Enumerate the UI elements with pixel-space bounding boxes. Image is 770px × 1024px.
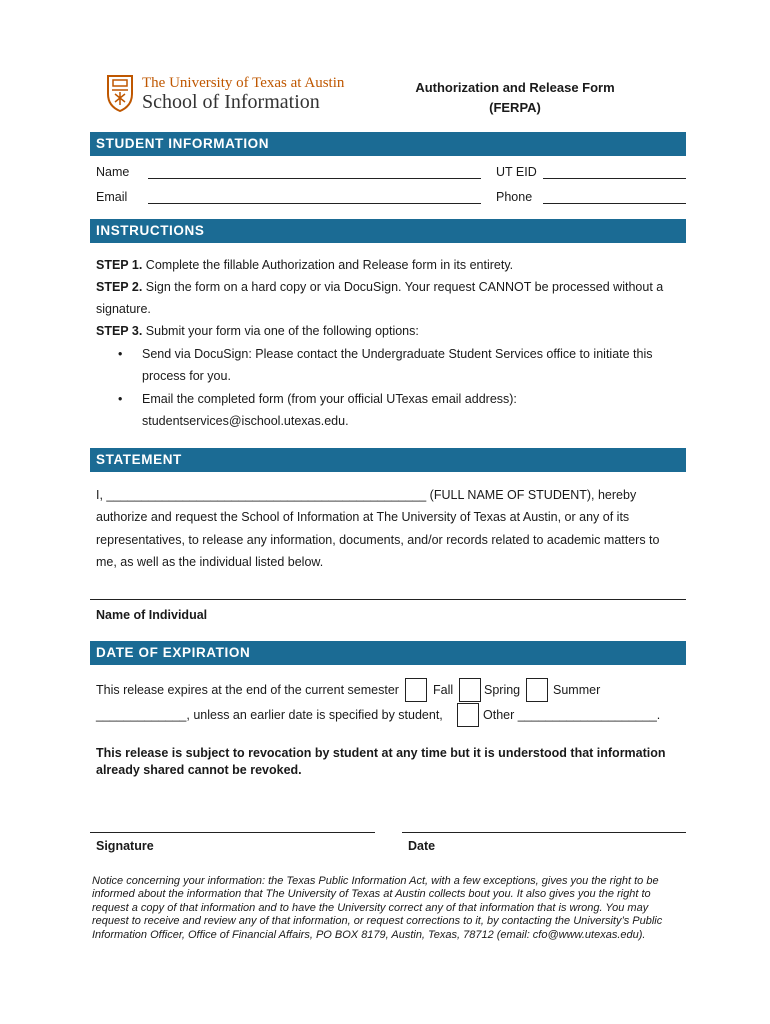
email-field[interactable] xyxy=(148,203,481,204)
spring-label: Spring xyxy=(484,683,521,697)
ut-eid-label: UT EID xyxy=(496,165,537,179)
step-3-text: Submit your form via one of the following options: xyxy=(142,324,419,338)
notice-line5: Information Officer, Office of Financial Affairs, PO BOX 8179, Austin, Texas, 78712 (email: cfo@www.utexas.edu). xyxy=(92,928,646,941)
form-title-line1: Authorization and Release Form xyxy=(415,80,615,95)
step-1-text: Complete the fillable Authorization and Release form in its entirety. xyxy=(142,258,514,272)
step-2-continuation: signature. xyxy=(96,302,151,316)
notice-line4: request to receive and review any of that information, or request corrections to it, by contacting the University’s Public xyxy=(92,915,663,928)
option-1-line2: process for you. xyxy=(142,369,231,383)
date-of-expiration-heading: DATE OF EXPIRATION xyxy=(90,641,686,665)
notice-line1: Notice concerning your information: the Texas Public Information Act, with a few exceptions, gives you the right to be xyxy=(92,875,659,887)
option-2-line1: Email the completed form (from your official UTexas email address): xyxy=(142,392,517,406)
phone-field[interactable] xyxy=(543,203,686,204)
expiration-line2: _____________, unless an earlier date is specified by student, xyxy=(96,708,443,722)
logo-school-name: School of Information xyxy=(142,91,320,113)
date-field[interactable] xyxy=(402,832,686,833)
logo-university-name: The University of Texas at Austin xyxy=(142,75,345,91)
summer-checkbox[interactable] xyxy=(526,678,548,702)
option-2-email: studentservices@ischool.utexas.edu. xyxy=(142,414,349,428)
name-of-individual-label: Name of Individual xyxy=(96,608,208,622)
instructions-heading: INSTRUCTIONS xyxy=(90,219,686,243)
ut-eid-field[interactable] xyxy=(543,178,686,179)
name-field[interactable] xyxy=(148,178,481,179)
bullet-1: • xyxy=(118,347,123,361)
form-title xyxy=(390,78,640,118)
revocation-line2: already shared cannot be revoked. xyxy=(96,763,302,777)
summer-label: Summer xyxy=(553,683,601,697)
email-label: Email xyxy=(96,190,128,204)
step-3 xyxy=(96,320,419,342)
fall-checkbox[interactable] xyxy=(405,678,427,702)
option-1-line1: Send via DocuSign: Please contact the Undergraduate Student Services office to initiate this xyxy=(142,347,653,361)
statement-line1: I, ______________________________________________ (FULL NAME OF STUDENT), hereby xyxy=(96,488,637,502)
spring-checkbox[interactable] xyxy=(459,678,481,702)
signature-field[interactable] xyxy=(90,832,375,833)
form-title-line2: (FERPA) xyxy=(489,100,541,115)
step-1 xyxy=(96,254,513,276)
step-2-label: STEP 2. xyxy=(96,280,143,294)
statement-line4: me, as well as the individual listed below. xyxy=(96,555,324,569)
signature-label: Signature xyxy=(96,839,154,853)
bullet-2: • xyxy=(118,392,123,406)
notice-line3: request a copy of that information and to have the University correct any of that information that is wrong. You may xyxy=(92,901,649,914)
individual-name-field[interactable] xyxy=(90,599,686,600)
other-label: Other ____________________. xyxy=(483,708,661,722)
name-label: Name xyxy=(96,165,130,179)
step-3-label: STEP 3. xyxy=(96,324,143,338)
statement-line3: representatives, to release any information, documents, and/or records related to academic matters to xyxy=(96,533,660,547)
student-information-heading: STUDENT INFORMATION xyxy=(90,132,686,156)
fall-label: Fall xyxy=(433,683,454,697)
step-2-text: Sign the form on a hard copy or via DocuSign. Your request CANNOT be processed without a xyxy=(142,280,664,294)
step-1-label: STEP 1. xyxy=(96,258,143,272)
statement-line2: authorize and request the School of Information at The University of Texas at Austin, or any of its xyxy=(96,510,630,524)
step-2 xyxy=(96,276,663,298)
revocation-line1: This release is subject to revocation by student at any time but it is understood that information xyxy=(96,746,666,760)
privacy-notice xyxy=(92,875,692,942)
phone-label: Phone xyxy=(496,190,533,204)
other-checkbox[interactable] xyxy=(457,703,479,727)
statement-heading: STATEMENT xyxy=(90,448,686,472)
date-label: Date xyxy=(408,839,436,853)
notice-line2: informed about the information that The University of Texas at Austin collects bout you. It also gives you the right to xyxy=(92,888,651,901)
expiration-line1: This release expires at the end of the current semester xyxy=(96,683,399,697)
ut-seal-logo xyxy=(106,74,134,112)
